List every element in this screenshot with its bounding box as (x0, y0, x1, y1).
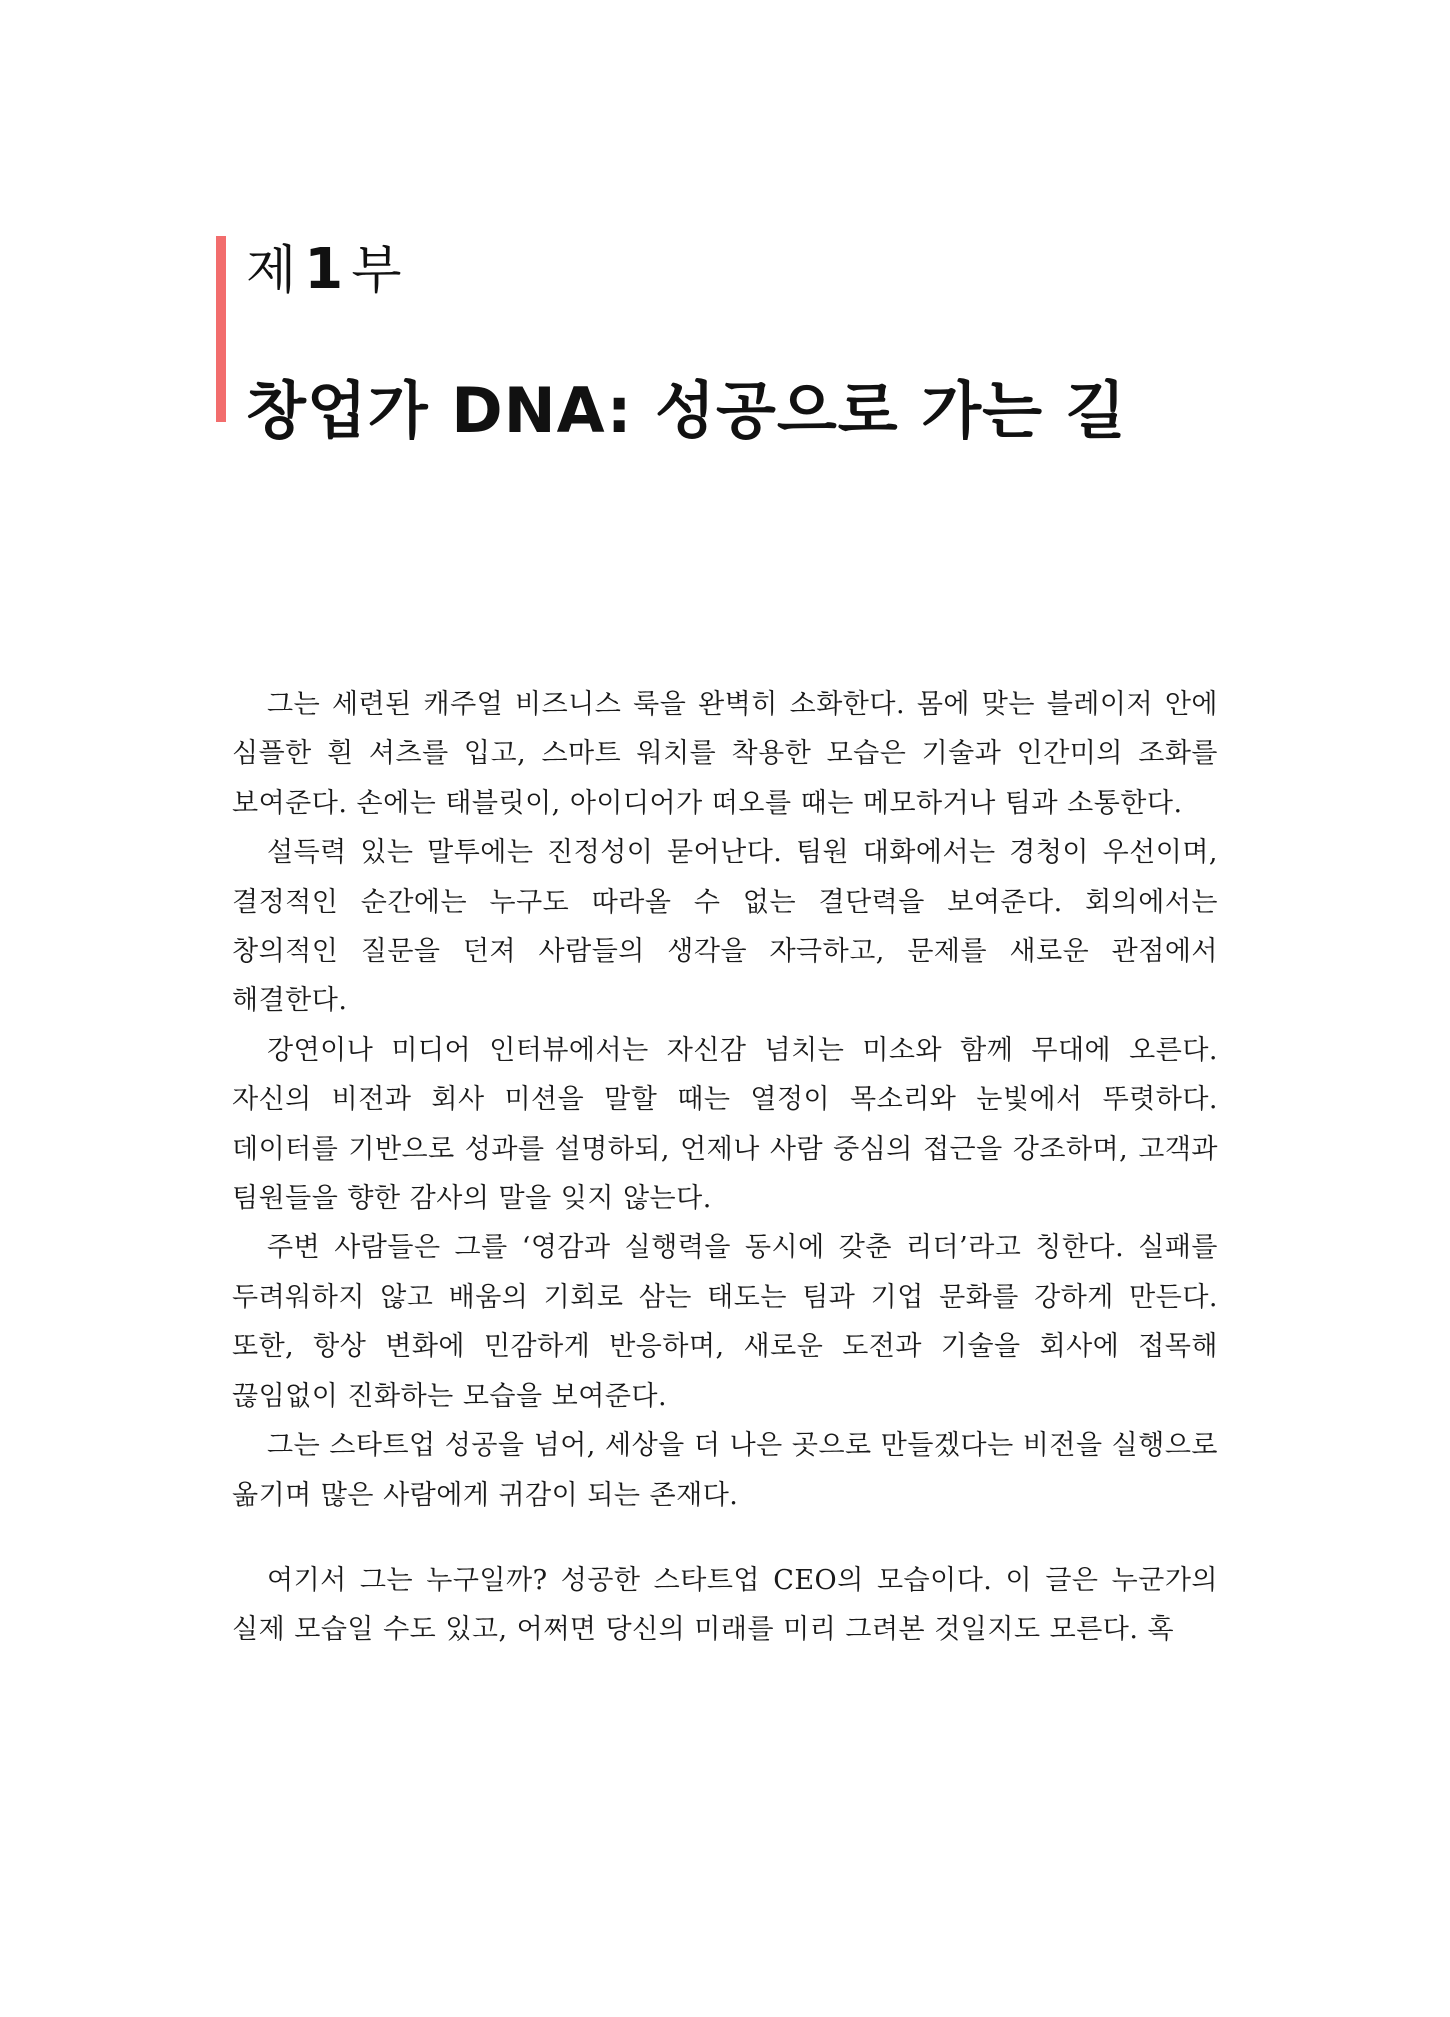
paragraph: 설득력 있는 말투에는 진정성이 묻어난다. 팀원 대화에서는 경청이 우선이며, 결정적인 순간에는 누구도 따라올 수 없는 결단력을 보여준다. 회의에서는 창의적인 질문을 던져 사람들의 생각을 자극하고, 문제를 새로운 관점에서 해결한다. (232, 837, 1218, 1017)
part-prefix: 제 (246, 241, 299, 301)
part-heading (216, 236, 1216, 447)
body-text (232, 680, 1218, 1655)
part-label (246, 237, 404, 302)
accent-bar (216, 236, 226, 422)
paragraph: 그는 스타트업 성공을 넘어, 세상을 더 나은 곳으로 만들겠다는 비전을 실행으로 옮기며 많은 사람에게 귀감이 되는 존재다. (232, 1430, 1218, 1511)
paragraph: 강연이나 미디어 인터뷰에서는 자신감 넘치는 미소와 함께 무대에 오른다. 자신의 비전과 회사 미션을 말할 때는 열정이 목소리와 눈빛에서 뚜렷하다. 데이터를 기반으로 성과를 설명하되, 언제나 사람 중심의 접근을 강조하며, 고객과 팀원들을 향한 감사의 말을 잊지 않는다. (232, 1034, 1218, 1215)
paragraph: 여기서 그는 누구일까? 성공한 스타트업 CEO의 모습이다. 이 글은 누군가의 실제 모습일 수도 있고, 어쩌면 당신의 미래를 미리 그려본 것일지도 모른다. 혹 (232, 1564, 1218, 1646)
part-title: 창업가 DNA: 성공으로 가는 길 (246, 373, 1127, 447)
paragraph: 주변 사람들은 그를 ‘영감과 실행력을 동시에 갖춘 리더’라고 칭한다. 실패를 두려워하지 않고 배움의 기회로 삼는 태도는 팀과 기업 문화를 강하게 만든다. 또한, 항상 변화에 민감하게 반응하며, 새로운 도전과 기술을 회사에 접목해 끊임없이 진화하는 모습을 보여준다. (232, 1232, 1218, 1412)
paragraph: 그는 세련된 캐주얼 비즈니스 룩을 완벽히 소화한다. 몸에 맞는 블레이저 안에 심플한 흰 셔츠를 입고, 스마트 워치를 착용한 모습은 기술과 인간미의 조화를 보여준다. 손에는 태블릿이, 아이디어가 떠오를 때는 메모하거나 팀과 소통한다. (232, 689, 1218, 819)
part-number: 1 (304, 237, 346, 302)
part-suffix: 부 (351, 241, 404, 301)
